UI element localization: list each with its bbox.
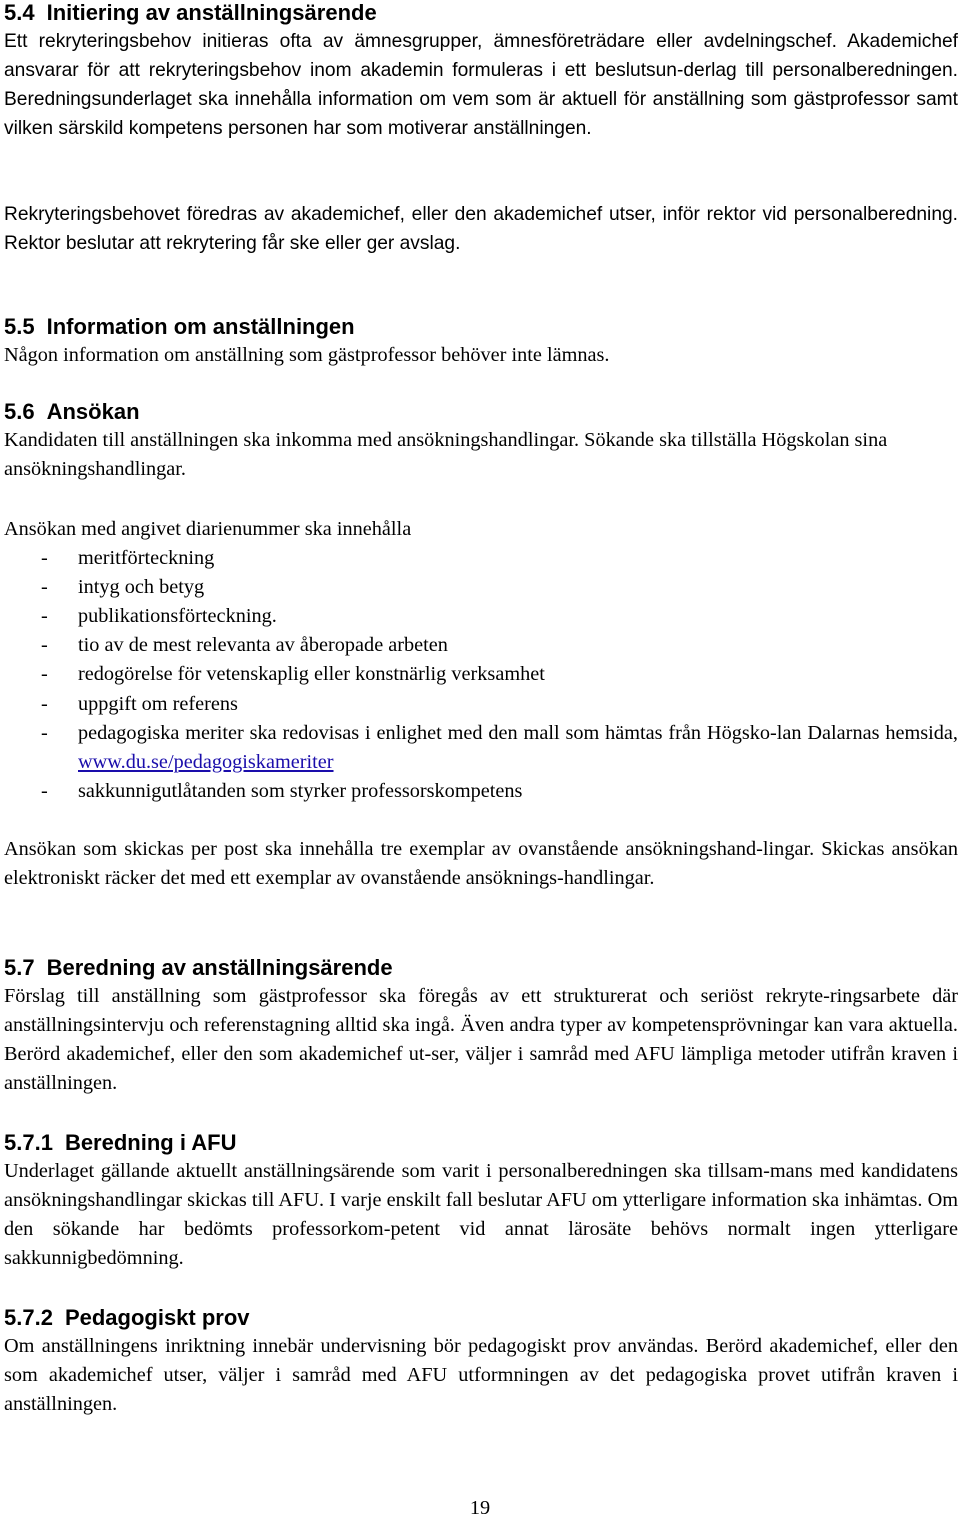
section-5-7-1 — [4, 1128, 958, 1273]
heading-title: Ansökan — [46, 399, 140, 424]
dash-bullet: - — [41, 663, 48, 686]
paragraph: Underlaget gällande aktuellt anställningsärende som varit i personalberedningen ska tillsam-mans med kandidatens ansökningshandlingar skickas till AFU. I varje enskilt fall beslutar AFU om ytterligare information ska inhämtas. Om den sökande har bedömts professorkom-petent vid annat lärosäte behövs normalt ingen ytterligare sakkunnigbedömning. — [4, 1160, 958, 1270]
heading-number: 5.5 — [4, 314, 35, 339]
paragraph: Någon information om anställning som gästprofessor behöver inte lämnas. — [4, 344, 610, 366]
paragraph: Ansökan med angivet diarienummer ska innehålla — [4, 518, 412, 540]
dash-bullet: - — [41, 779, 48, 802]
heading-5-7-1 — [4, 1128, 958, 1157]
requirements-list — [4, 544, 958, 806]
paragraph: Om anställningens inriktning innebär undervisning bör pedagogiskt prov användas. Berörd akademichef, eller den som akademichef utser, väljer i samråd med AFU utformningen av det pedagogiska provet utifrån kraven i anställningen. — [4, 1335, 958, 1416]
heading-number: 5.7.2 — [4, 1305, 53, 1330]
heading-number: 5.4 — [4, 0, 35, 25]
section-5-7-2 — [4, 1303, 958, 1419]
paragraph: Ett rekryteringsbehov initieras ofta av ämnesgrupper, ämnesföreträdare eller avdelningschef. Akademichef ansvarar för att rekryteringsbehov inom akademin formuleras i ett beslutsun-derlag till personalberedningen. Beredningsunderlaget ska innehålla information om vem som är aktuell för anställning som gästprofessor samt vilken särskild kompetens personen har som motiverar anställningen. — [4, 31, 958, 140]
pedagogiska-meriter-link[interactable]: www.du.se/pedagogiskameriter — [78, 750, 334, 773]
heading-number: 5.7 — [4, 955, 35, 980]
list-item: - publikationsförteckning. — [4, 602, 958, 631]
section-5-6-post — [4, 835, 958, 893]
heading-number: 5.7.1 — [4, 1130, 53, 1155]
section-5-4-continued — [4, 200, 958, 258]
paragraph: Ansökan som skickas per post ska innehålla tre exemplar av ovanstående ansökningshand-lingar. Skickas ansökan elektroniskt räcker det med ett exemplar av ovanstående ansöknings-handlingar. — [4, 838, 958, 890]
heading-5-7 — [4, 953, 958, 982]
list-item: - pedagogiska meriter ska redovisas i enlighet med den mall som hämtas från Högsko-lan Dalarnas hemsida, www.du.se/pedagogiskameriter — [4, 719, 958, 777]
dash-bullet: - — [41, 576, 48, 599]
page-number: 19 — [469, 1497, 491, 1519]
heading-title: Pedagogiskt prov — [64, 1305, 250, 1330]
section-5-5 — [4, 312, 958, 370]
section-5-7 — [4, 953, 958, 1098]
heading-title: Beredning i AFU — [64, 1130, 237, 1155]
dash-bullet: - — [41, 634, 48, 657]
dash-bullet: - — [41, 605, 48, 628]
heading-title: Information om anställningen — [46, 314, 355, 339]
list-item: - sakkunnigutlåtanden som styrker professorskompetens — [4, 777, 958, 806]
heading-number: 5.6 — [4, 399, 35, 424]
section-5-6-list — [4, 515, 958, 806]
list-item: - intyg och betyg — [4, 573, 958, 602]
heading-5-4 — [4, 0, 958, 27]
heading-5-6 — [4, 397, 958, 426]
list-item: - meritförteckning — [4, 544, 958, 573]
heading-5-5 — [4, 312, 958, 341]
dash-bullet: - — [41, 547, 48, 570]
list-item: - redogörelse för vetenskaplig eller konstnärlig verksamhet — [4, 660, 958, 689]
list-item: - tio av de mest relevanta av åberopade arbeten — [4, 631, 958, 660]
paragraph: Förslag till anställning som gästprofessor ska föregås av ett strukturerat och seriöst rekryte-ringsarbete där anställningsintervju och referenstagning alltid ska ingå. Även andra typer av kompetensprövningar kan vara aktuella. Berörd akademichef, eller den som akademichef ut-ser, väljer i samråd med AFU lämpliga metoder utifrån kraven i anställningen. — [4, 985, 958, 1095]
heading-title: Beredning av anställningsärende — [46, 955, 393, 980]
heading-title: Initiering av anställningsärende — [46, 0, 377, 25]
dash-bullet: - — [41, 721, 48, 744]
paragraph: Kandidaten till anställningen ska inkomma med ansökningshandlingar. Sökande ska tillställa Högskolan sina ansökningshandlingar. — [4, 429, 888, 481]
section-5-4 — [4, 0, 958, 143]
heading-5-7-2 — [4, 1303, 958, 1332]
dash-bullet: - — [41, 692, 48, 715]
section-5-6 — [4, 397, 958, 484]
list-item: - uppgift om referens — [4, 690, 958, 719]
paragraph: Rekryteringsbehovet föredras av akademichef, eller den akademichef utser, inför rektor vid personalberedning. Rektor beslutar att rekrytering får ske eller ger avslag. — [4, 204, 958, 255]
